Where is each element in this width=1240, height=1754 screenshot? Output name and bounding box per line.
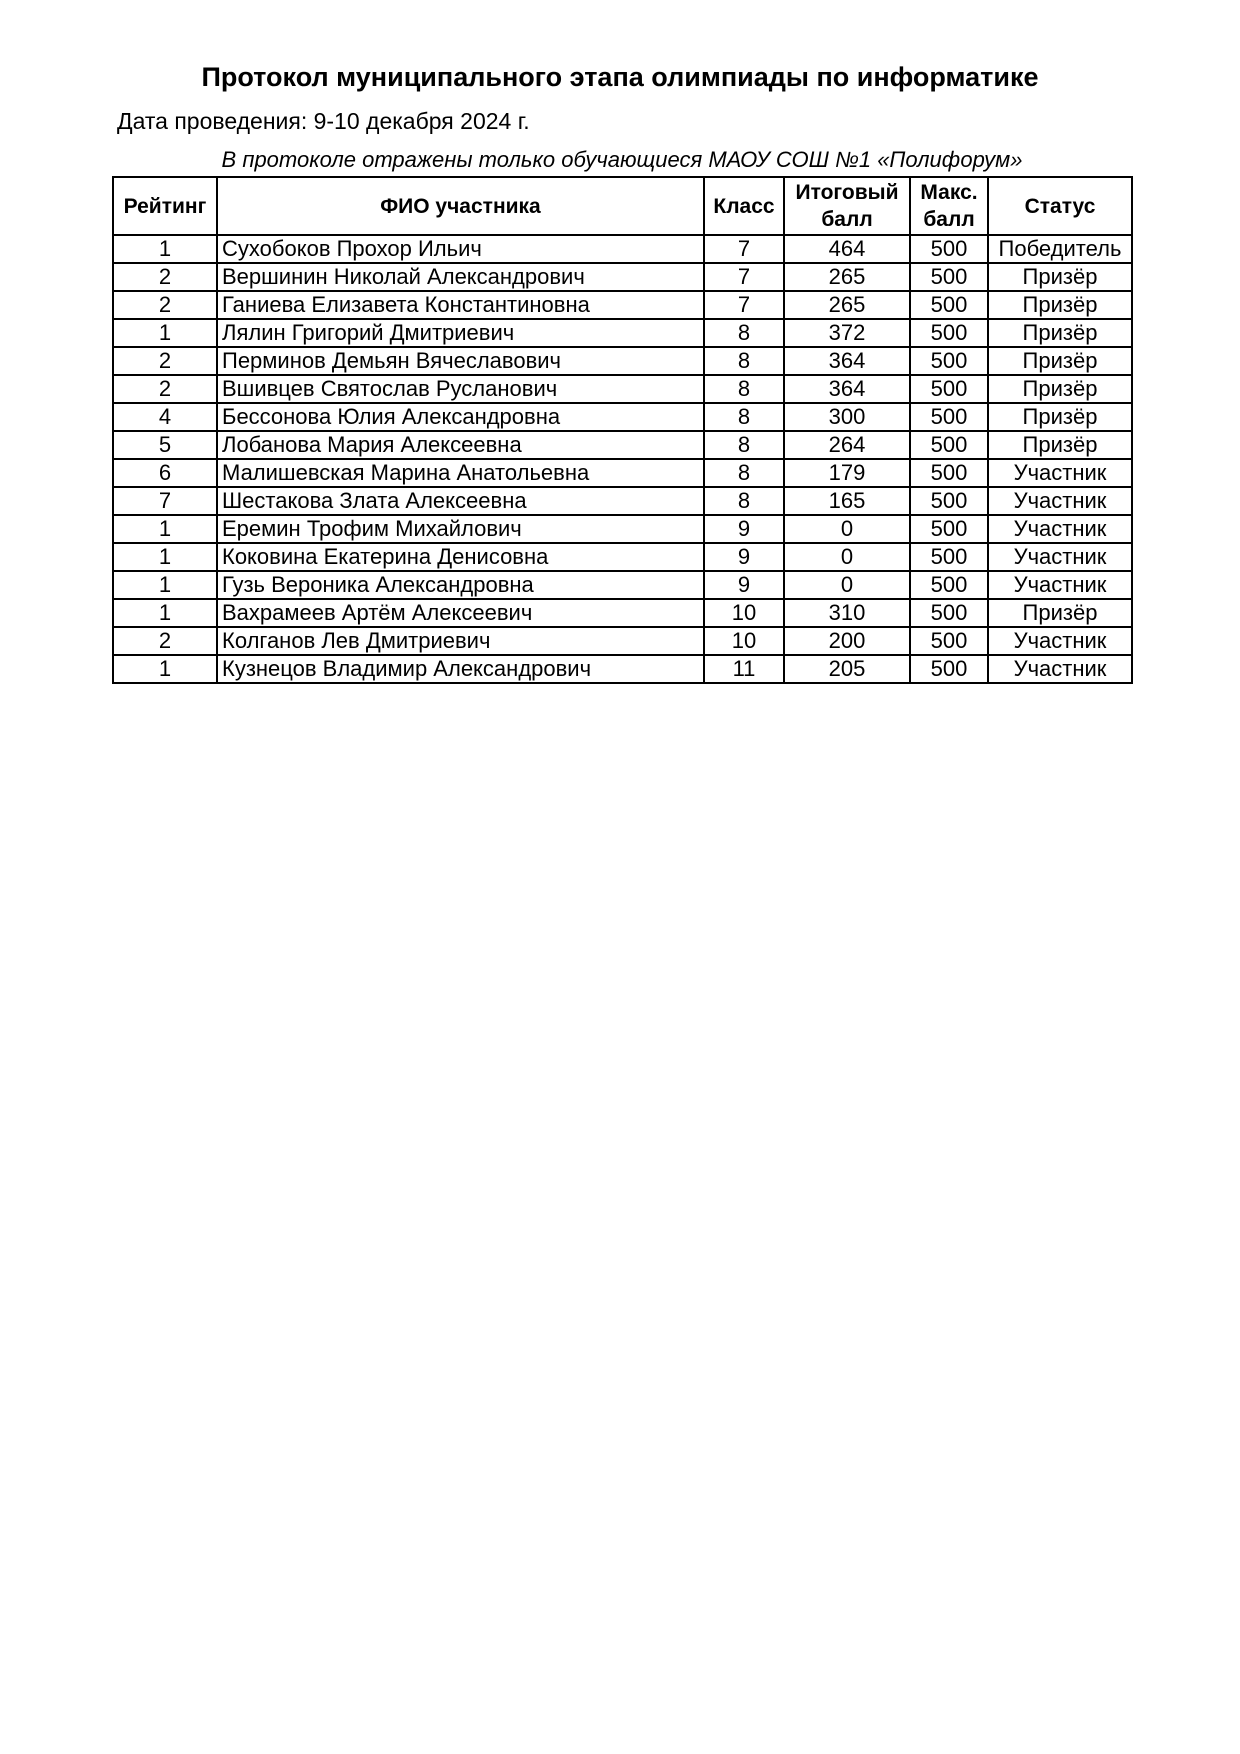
cell-score: 179 (784, 459, 910, 487)
cell-score: 364 (784, 347, 910, 375)
cell-class: 10 (704, 627, 784, 655)
cell-score: 310 (784, 599, 910, 627)
cell-status: Призёр (988, 375, 1132, 403)
table-row (113, 375, 1132, 403)
cell-rank: 1 (113, 319, 217, 347)
cell-name: Ганиева Елизавета Константиновна (217, 291, 704, 319)
cell-status: Призёр (988, 431, 1132, 459)
cell-rank: 5 (113, 431, 217, 459)
document-title: Протокол муниципального этапа олимпиады по информатике (201, 62, 1039, 92)
header-status: Статус (988, 177, 1132, 235)
cell-name: Лобанова Мария Алексеевна (217, 431, 704, 459)
cell-max-score: 500 (910, 347, 988, 375)
cell-name: Колганов Лев Дмитриевич (217, 627, 704, 655)
cell-score: 300 (784, 403, 910, 431)
cell-max-score: 500 (910, 375, 988, 403)
cell-max-score: 500 (910, 599, 988, 627)
cell-max-score: 500 (910, 627, 988, 655)
cell-class: 7 (704, 235, 784, 263)
cell-max-score: 500 (910, 319, 988, 347)
cell-rank: 6 (113, 459, 217, 487)
cell-status: Призёр (988, 599, 1132, 627)
cell-score: 364 (784, 375, 910, 403)
table-row (113, 655, 1132, 683)
results-table (112, 176, 1133, 684)
cell-status: Участник (988, 487, 1132, 515)
table-row (113, 319, 1132, 347)
cell-rank: 1 (113, 515, 217, 543)
cell-class: 11 (704, 655, 784, 683)
cell-max-score: 500 (910, 291, 988, 319)
cell-class: 7 (704, 291, 784, 319)
cell-class: 10 (704, 599, 784, 627)
cell-class: 8 (704, 319, 784, 347)
cell-max-score: 500 (910, 235, 988, 263)
cell-status: Победитель (988, 235, 1132, 263)
cell-rank: 7 (113, 487, 217, 515)
cell-score: 372 (784, 319, 910, 347)
cell-status: Призёр (988, 403, 1132, 431)
cell-max-score: 500 (910, 571, 988, 599)
table-row (113, 459, 1132, 487)
cell-class: 8 (704, 347, 784, 375)
cell-class: 8 (704, 487, 784, 515)
table-row (113, 263, 1132, 291)
cell-rank: 1 (113, 235, 217, 263)
cell-class: 8 (704, 375, 784, 403)
cell-class: 8 (704, 459, 784, 487)
header-rank: Рейтинг (113, 177, 217, 235)
header-score: Итоговый балл (784, 177, 910, 235)
cell-status: Призёр (988, 347, 1132, 375)
cell-score: 265 (784, 291, 910, 319)
table-row (113, 515, 1132, 543)
cell-score: 0 (784, 543, 910, 571)
header-class: Класс (704, 177, 784, 235)
cell-rank: 2 (113, 627, 217, 655)
cell-status: Участник (988, 627, 1132, 655)
cell-score: 0 (784, 571, 910, 599)
cell-name: Вшивцев Святослав Русланович (217, 375, 704, 403)
cell-class: 9 (704, 515, 784, 543)
cell-status: Призёр (988, 263, 1132, 291)
table-row (113, 235, 1132, 263)
cell-rank: 1 (113, 571, 217, 599)
cell-status: Участник (988, 459, 1132, 487)
cell-rank: 2 (113, 291, 217, 319)
table-row (113, 291, 1132, 319)
cell-name: Бессонова Юлия Александровна (217, 403, 704, 431)
header-row (113, 177, 1132, 235)
cell-name: Кузнецов Владимир Александрович (217, 655, 704, 683)
cell-class: 9 (704, 543, 784, 571)
table-row (113, 347, 1132, 375)
cell-rank: 1 (113, 543, 217, 571)
cell-class: 9 (704, 571, 784, 599)
cell-name: Шестакова Злата Алексеевна (217, 487, 704, 515)
cell-status: Призёр (988, 291, 1132, 319)
cell-score: 264 (784, 431, 910, 459)
cell-max-score: 500 (910, 263, 988, 291)
cell-rank: 1 (113, 599, 217, 627)
cell-score: 165 (784, 487, 910, 515)
cell-name: Еремин Трофим Михайлович (217, 515, 704, 543)
table-row (113, 431, 1132, 459)
cell-rank: 2 (113, 375, 217, 403)
header-name: ФИО участника (217, 177, 704, 235)
cell-name: Перминов Демьян Вячеславович (217, 347, 704, 375)
cell-name: Вахрамеев Артём Алексеевич (217, 599, 704, 627)
table-row (113, 599, 1132, 627)
cell-status: Участник (988, 655, 1132, 683)
cell-status: Участник (988, 571, 1132, 599)
cell-max-score: 500 (910, 431, 988, 459)
table-note: В протоколе отражены только обучающиеся МАОУ СОШ №1 «Полифорум» (221, 147, 1023, 172)
cell-class: 8 (704, 431, 784, 459)
cell-rank: 1 (113, 655, 217, 683)
cell-rank: 2 (113, 263, 217, 291)
cell-class: 7 (704, 263, 784, 291)
cell-max-score: 500 (910, 487, 988, 515)
cell-max-score: 500 (910, 515, 988, 543)
table-row (113, 403, 1132, 431)
header-max-score: Макс. балл (910, 177, 988, 235)
table-row (113, 627, 1132, 655)
cell-score: 0 (784, 515, 910, 543)
cell-rank: 4 (113, 403, 217, 431)
cell-score: 464 (784, 235, 910, 263)
table-row (113, 543, 1132, 571)
cell-name: Лялин Григорий Дмитриевич (217, 319, 704, 347)
cell-name: Коковина Екатерина Денисовна (217, 543, 704, 571)
cell-rank: 2 (113, 347, 217, 375)
cell-score: 200 (784, 627, 910, 655)
cell-status: Участник (988, 543, 1132, 571)
cell-max-score: 500 (910, 655, 988, 683)
cell-score: 265 (784, 263, 910, 291)
cell-max-score: 500 (910, 403, 988, 431)
table-row (113, 487, 1132, 515)
cell-class: 8 (704, 403, 784, 431)
cell-name: Вершинин Николай Александрович (217, 263, 704, 291)
cell-name: Сухобоков Прохор Ильич (217, 235, 704, 263)
event-date: Дата проведения: 9-10 декабря 2024 г. (117, 108, 530, 134)
cell-status: Участник (988, 515, 1132, 543)
cell-name: Малишевская Марина Анатольевна (217, 459, 704, 487)
cell-max-score: 500 (910, 459, 988, 487)
cell-max-score: 500 (910, 543, 988, 571)
table-row (113, 571, 1132, 599)
cell-status: Призёр (988, 319, 1132, 347)
cell-name: Гузь Вероника Александровна (217, 571, 704, 599)
cell-score: 205 (784, 655, 910, 683)
